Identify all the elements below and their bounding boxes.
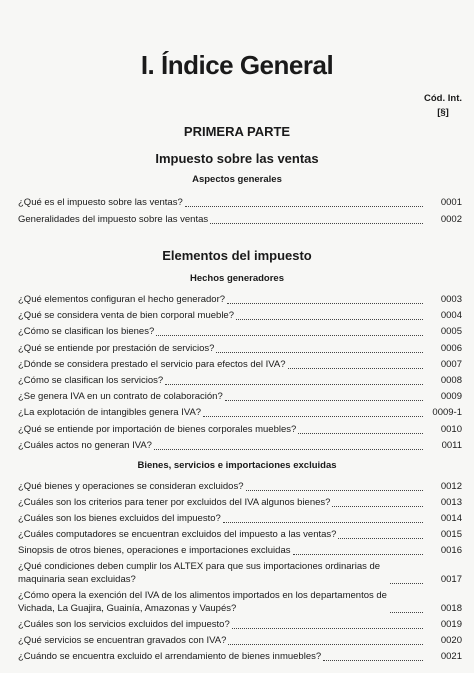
entry-code: 0004 (440, 310, 462, 322)
entry-text: ¿Cuáles computadores se encuentran excluidos del impuesto a las ventas? (18, 529, 337, 540)
index-entry (18, 512, 462, 525)
dot-leader (225, 400, 423, 401)
index-entry (18, 406, 462, 419)
entry-code: 0009-1 (432, 407, 462, 419)
dot-leader (165, 384, 423, 385)
code-header-label: Cód. Int. (424, 93, 462, 104)
entry-code: 0012 (440, 481, 462, 492)
entry-text: ¿Cuáles actos no generan IVA? (18, 439, 152, 451)
subsection-heading: Aspectos generales (192, 174, 282, 185)
dot-leader (246, 490, 424, 491)
dot-leader (298, 433, 423, 434)
entry-code: 0007 (440, 358, 462, 370)
entry-code: 0011 (441, 439, 462, 451)
entry-text: ¿Cómo se clasifican los servicios? (18, 374, 164, 386)
entry-code: 0008 (440, 374, 462, 386)
entry-code: 0021 (440, 651, 462, 662)
dot-leader (390, 583, 423, 584)
index-entry (18, 618, 462, 631)
index-entry (18, 293, 462, 306)
entry-code: 0014 (440, 513, 462, 524)
index-entry (18, 650, 462, 663)
index-entry (18, 390, 462, 403)
entry-text: ¿Qué condiciones deben cumplir los ALTEX para que sus importaciones ordinarias de maquinaria sean excluidas? (18, 561, 381, 585)
entry-text: ¿Qué se considera venta de bien corporal mueble? (18, 310, 234, 322)
index-entry (18, 439, 462, 452)
dot-leader (154, 449, 423, 450)
dot-leader (236, 319, 423, 320)
entry-code: 0006 (440, 342, 462, 354)
entry-code: 0017 (440, 574, 462, 585)
entry-code: 0015 (440, 529, 462, 540)
entry-text: ¿Cuáles son los criterios para tener por excluidos del IVA algunos bienes? (18, 497, 331, 508)
code-column-header (424, 92, 462, 120)
entry-text: ¿Qué elementos configuran el hecho generador? (18, 294, 226, 305)
entry-text: ¿Cuándo se encuentra excluido el arrendamiento de bienes inmuebles? (18, 651, 322, 662)
dot-leader (332, 506, 423, 507)
entry-code: 0019 (440, 619, 462, 630)
entry-text: ¿Dónde se considera prestado el servicio para efectos del IVA? (18, 358, 286, 370)
entry-text: Sinopsis de otros bienes, operaciones e importaciones excluidas (18, 545, 291, 556)
index-entry (18, 342, 462, 355)
dot-leader (323, 660, 423, 661)
entry-text: ¿Qué bienes y operaciones se consideran excluidos? (18, 481, 244, 492)
entry-text: ¿Cuáles son los bienes excluidos del impuesto? (18, 513, 221, 524)
dot-leader (216, 352, 423, 353)
entry-code: 0016 (440, 545, 462, 556)
entry-text: ¿La explotación de intangibles genera IVA? (18, 407, 202, 419)
dot-leader (390, 612, 423, 613)
entry-code: 0003 (440, 294, 462, 305)
index-list (18, 293, 462, 455)
index-entry (18, 423, 462, 436)
entry-code: 0009 (440, 391, 462, 403)
index-entry (18, 528, 462, 541)
entry-code: 0002 (440, 213, 462, 225)
entry-text: ¿Cuáles son los servicios excluidos del impuesto? (18, 619, 230, 630)
entry-text: ¿Qué se entiende por importación de bienes corporales muebles? (18, 423, 297, 435)
index-entry (18, 325, 462, 338)
index-list (18, 196, 462, 229)
entry-text: ¿Se genera IVA en un contrato de colaboración? (18, 391, 223, 403)
index-entry (18, 213, 462, 226)
entry-text: ¿Cómo opera la exención del IVA de los alimentos importados en los departamentos de Vichada, La Guajira, Guainía, Amazonas y Vaupés? (18, 590, 387, 614)
index-entry (18, 196, 462, 209)
entry-code: 0001 (440, 197, 462, 208)
dot-leader (156, 335, 423, 336)
code-header-symbol: [§] (437, 107, 449, 118)
index-entry (18, 634, 462, 647)
dot-leader (338, 538, 423, 539)
index-entry (18, 589, 462, 615)
dot-leader (210, 223, 423, 224)
index-list (18, 480, 462, 666)
index-entry (18, 496, 462, 509)
entry-code: 0013 (440, 497, 462, 508)
entry-text: ¿Cómo se clasifican los bienes? (18, 326, 155, 338)
dot-leader (185, 206, 423, 207)
index-entry (18, 544, 462, 557)
subsection-heading: Bienes, servicios e importaciones excluidas (137, 460, 337, 471)
entry-text: ¿Qué se entiende por prestación de servicios? (18, 342, 215, 354)
index-entry (18, 309, 462, 322)
dot-leader (228, 644, 423, 645)
index-entry (18, 374, 462, 387)
entry-code: 0020 (440, 635, 462, 646)
entry-code: 0010 (440, 423, 462, 435)
subsection-heading: Hechos generadores (190, 273, 284, 284)
entry-code: 0005 (440, 326, 462, 338)
entry-code: 0018 (440, 603, 462, 614)
index-entry (18, 358, 462, 371)
page-title: I. Índice General (140, 50, 334, 80)
dot-leader (232, 628, 423, 629)
dot-leader (227, 303, 423, 304)
section-heading: Impuesto sobre las ventas (155, 151, 319, 166)
part-heading: PRIMERA PARTE (183, 124, 291, 139)
index-entry (18, 480, 462, 493)
entry-text: ¿Qué servicios se encuentran gravados con IVA? (18, 635, 227, 646)
section-heading: Elementos del impuesto (162, 248, 312, 263)
dot-leader (288, 368, 423, 369)
dot-leader (203, 416, 423, 417)
index-entry (18, 560, 462, 586)
dot-leader (293, 554, 424, 555)
entry-text: ¿Qué es el impuesto sobre las ventas? (18, 197, 183, 208)
entry-text: Generalidades del impuesto sobre las ventas (18, 213, 209, 225)
dot-leader (223, 522, 423, 523)
